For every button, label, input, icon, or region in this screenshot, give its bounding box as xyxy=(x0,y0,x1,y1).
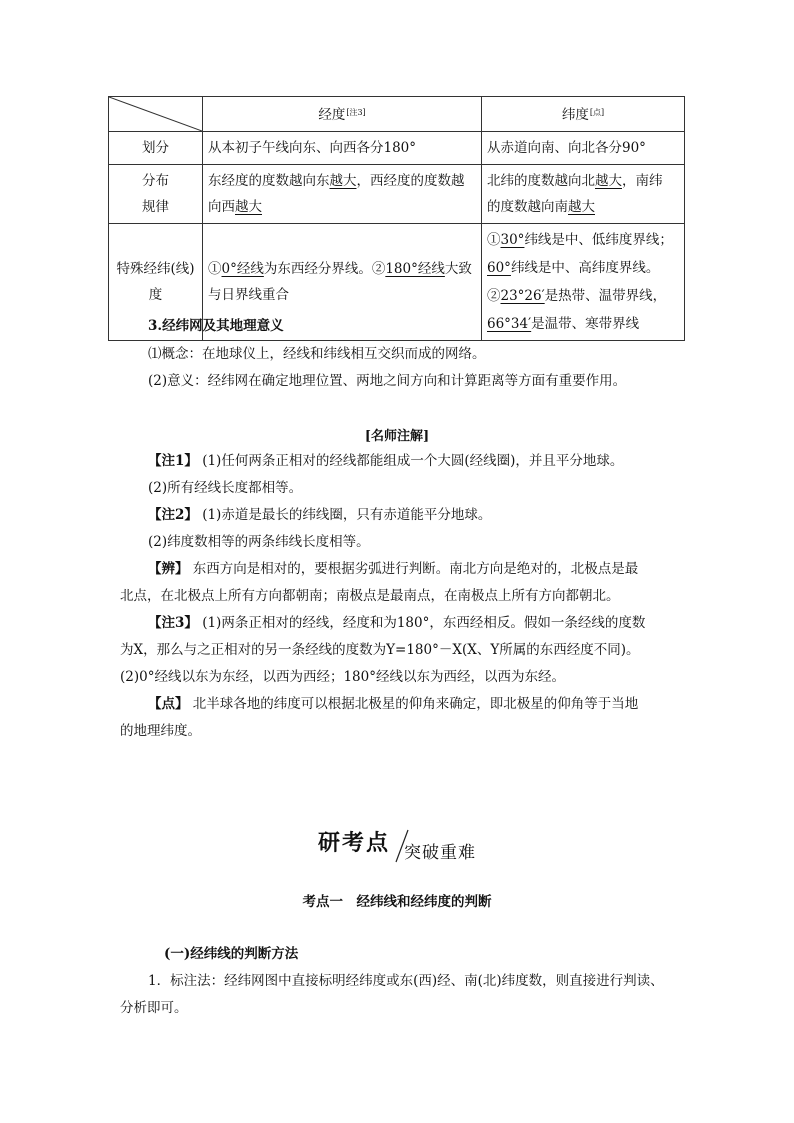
note-tag: 【注3】 xyxy=(148,615,198,631)
row-head-text: 度 xyxy=(148,287,163,303)
table-header-row xyxy=(109,97,685,132)
note-text: 东西方向是相对的，要根据劣弧进行判断。南北方向是绝对的，北极点是最 xyxy=(188,561,639,577)
banner-sub-text: 突破重难 xyxy=(404,843,476,863)
cell-longitude-division: 从本初子午线向东、向西各分180° xyxy=(203,132,482,165)
table-row-distribution xyxy=(109,165,685,224)
note-text: (2)纬度数相等的两条纬线长度相等。 xyxy=(148,534,370,550)
row-head-text: 划分 xyxy=(142,140,169,156)
note-line xyxy=(148,451,623,471)
note-text: (1)任何两条正相对的经线都能组成一个大圆(经线圈)，并且平分地球。 xyxy=(197,453,624,469)
cell-text: 为东西经分界线。② xyxy=(263,261,386,277)
cell-text-underlined: 越大 xyxy=(568,199,595,215)
cell-latitude-special xyxy=(482,224,685,341)
cell-latitude-division: 从赤道向南、向北各分90° xyxy=(482,132,685,165)
note-line xyxy=(148,559,638,579)
cell-text: 是热带、温带界线， xyxy=(544,288,667,304)
method-paragraph-line-1: 1．标注法：经纬网图中直接标明经纬度或东(西)经、南(北)纬度数，则直接进行判读、 xyxy=(148,973,664,989)
latitude-header-note: [点] xyxy=(589,108,605,117)
cell-text: 北纬的度数越向北 xyxy=(487,173,595,189)
note-text: (2)所有经线长度都相等。 xyxy=(148,480,303,496)
note-tag: 【注2】 xyxy=(148,507,198,523)
method-paragraph-line-2: 分析即可。 xyxy=(120,1000,188,1016)
kaodian-title: 考点一 经纬线和经纬度的判断 xyxy=(302,894,492,910)
note-line xyxy=(120,721,201,741)
diagonal-header-cell xyxy=(109,97,203,132)
note-text: (1)赤道是最长的纬线圈，只有赤道能平分地球。 xyxy=(197,507,492,523)
note-text: (2)0°经线以东为东经，以西为西经；180°经线以东为西经，以西为东经。 xyxy=(120,669,565,685)
note-text: 的地理纬度。 xyxy=(120,723,201,739)
cell-text: 的度数越向南 xyxy=(487,199,568,215)
cell-text-underlined: 0°经线 xyxy=(221,261,264,277)
row-head-division xyxy=(109,132,203,165)
cell-text: ，西经度的度数越 xyxy=(356,173,465,189)
cell-text: 东经度的度数越向东 xyxy=(208,173,330,189)
cell-text: 大致 xyxy=(444,261,472,277)
row-head-text: 规律 xyxy=(142,199,169,215)
note-tag: 【点】 xyxy=(148,696,189,712)
latitude-column-header xyxy=(482,97,685,132)
cell-text: 纬线是中、高纬度界线。 xyxy=(510,260,660,276)
cell-text: 纬线是中、低纬度界线； xyxy=(524,232,673,248)
note-text: 北半球各地的纬度可以根据北极星的仰角来确定，即北极星的仰角等于当地 xyxy=(188,696,639,712)
row-head-text: 特殊经纬(线) xyxy=(116,261,195,277)
diagonal-line-icon xyxy=(109,97,202,131)
longitude-header-text: 经度 xyxy=(318,107,346,123)
note-text: 为X，那么与之正相对的另一条经线的度数为Y=180°－X(X、Y所属的东西经度不同)。 xyxy=(120,642,640,658)
note-line xyxy=(148,532,370,552)
cell-text: 是温带、寒带界线 xyxy=(531,316,640,332)
note-tag: 【辨】 xyxy=(148,561,189,577)
cell-text: ① xyxy=(487,232,501,248)
cell-text-underlined: 越大 xyxy=(329,173,357,189)
cell-text: ② xyxy=(487,288,501,304)
concept-paragraph: ⑴概念：在地球仪上，经线和纬线相互交织而成的网络。 xyxy=(148,346,486,362)
banner-main-text: 研考点 xyxy=(318,831,391,856)
cell-text-underlined: 60° xyxy=(487,260,511,276)
note-line xyxy=(148,478,302,498)
note-line xyxy=(120,667,565,687)
row-head-text: 分布 xyxy=(142,173,169,189)
cell-text-underlined: 23°26′ xyxy=(500,288,545,304)
cell-text: 向西 xyxy=(208,199,235,215)
note-line xyxy=(120,640,640,660)
cell-text: 与日界线重合 xyxy=(208,287,289,303)
meaning-paragraph: (2)意义：经纬网在确定地理位置、两地之间方向和计算距离等方面有重要作用。 xyxy=(148,373,627,389)
section-banner xyxy=(318,822,508,864)
longitude-header-note: [注3] xyxy=(346,108,366,117)
cell-latitude-distribution xyxy=(482,165,685,224)
row-head-distribution xyxy=(109,165,203,224)
cell-text-underlined: 越大 xyxy=(235,199,262,215)
longitude-column-header xyxy=(203,97,482,132)
method-subheading: (一)经纬线的判断方法 xyxy=(164,946,299,962)
note-text: (1)两条正相对的经线，经度和为180°，东西经相反。假如一条经线的度数 xyxy=(197,615,646,631)
notes-heading: [名师注解] xyxy=(364,429,430,444)
latitude-longitude-table xyxy=(108,96,685,341)
cell-text-underlined: 66°34′ xyxy=(487,316,532,332)
latitude-header-text: 纬度 xyxy=(561,107,589,123)
cell-text-underlined: 越大 xyxy=(595,173,622,189)
cell-text-underlined: 180°经线 xyxy=(385,261,445,277)
cell-text-underlined: 30° xyxy=(500,232,525,248)
note-line xyxy=(148,505,491,525)
note-line xyxy=(148,613,645,633)
section-3-title: 3.经纬网及其地理意义 xyxy=(148,318,284,334)
cell-text: ① xyxy=(208,261,222,277)
cell-longitude-distribution xyxy=(203,165,482,224)
note-text: 北点，在北极点上所有方向都朝南；南极点是最南点，在南极点上所有方向都朝北。 xyxy=(120,588,620,604)
note-line xyxy=(120,586,620,606)
table-row-division xyxy=(109,132,685,165)
cell-text: ，南纬 xyxy=(622,173,663,189)
note-tag: 【注1】 xyxy=(148,453,198,469)
note-line xyxy=(148,694,638,714)
